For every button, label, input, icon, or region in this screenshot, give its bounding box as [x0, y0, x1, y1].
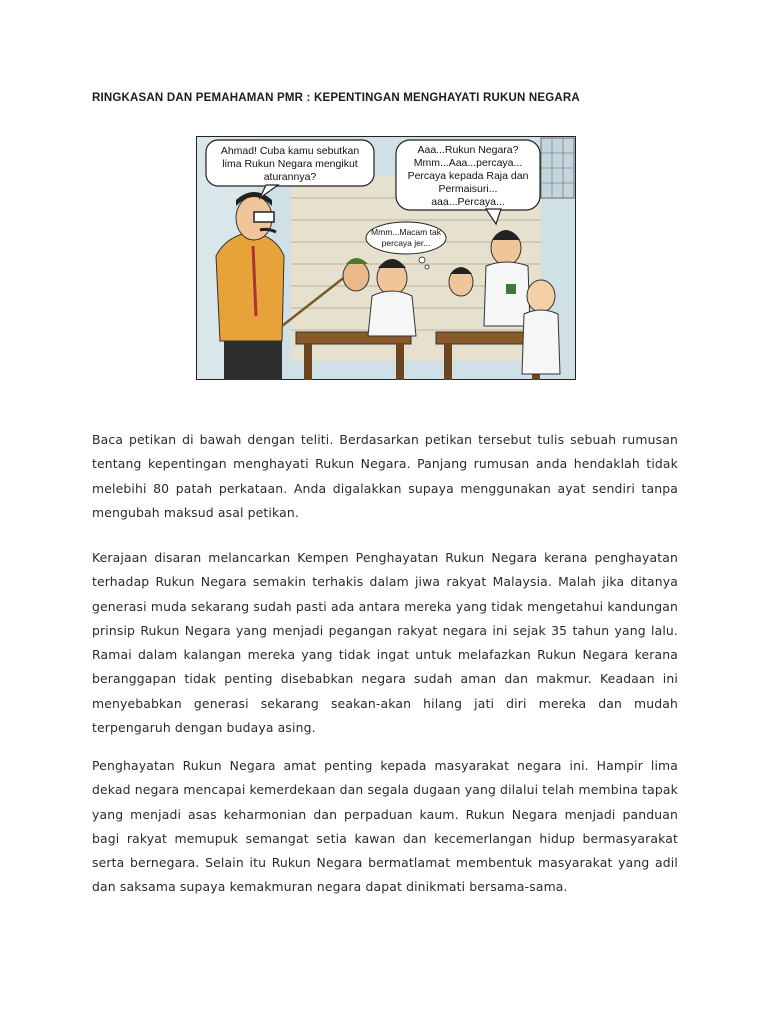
student-bubble-line-5: aaa...Percaya... [431, 196, 505, 208]
instruction-paragraph: Baca petikan di bawah dengan teliti. Berdasarkan petikan tersebut tulis sebuah rumusan tentang kepentingan menghayati Rukun Negara. Panjang rumusan anda hendaklah tidak melebihi 80 patah perkataan. Anda digalakkan supaya menggunakan ayat sendiri tanpa mengubah maksud asal petikan. [92, 432, 678, 520]
thought-bubble-line-1: Mmm...Macam tak [371, 227, 441, 237]
teacher-bubble-line-1: Ahmad! Cuba kamu sebutkan [220, 145, 360, 157]
student-bubble-line-2: Mmm...Aaa...percaya... [413, 157, 523, 169]
student-bubble-line-1: Aaa...Rukun Negara? [417, 144, 519, 156]
student-bubble-line-4: Permaisuri... [438, 183, 498, 195]
teacher-bubble-line-3: aturannya? [263, 171, 317, 183]
student-bubble-line-3: Percaya kepada Raja dan [407, 170, 529, 182]
document-title: RINGKASAN DAN PEMAHAMAN PMR : KEPENTINGAN MENGHAYATI RUKUN NEGARA [92, 92, 580, 104]
passage-paragraph-1: Kerajaan disaran melancarkan Kempen Penghayatan Rukun Negara kerana penghayatan terhadap Rukun Negara semakin terhakis dalam jiwa rakyat Malaysia. Malah jika ditanya generasi muda sekarang sudah pasti ada antara mereka yang tidak mengetahui kandungan prinsip Rukun Negara yang menjadi pegangan rakyat negara ini sejak 35 tahun yang lalu. Ramai dalam kalangan mereka yang tidak ingat untuk melafazkan Rukun Negara kerana beranggapan tidak penting disebabkan negara sudah aman dan makmur. Keadaan ini menyebabkan generasi sekarang seakan-akan hilang jati diri mereka dan mudah terpengaruh dengan budaya asing. [92, 550, 678, 736]
thought-bubble-line-2: percaya jer... [381, 238, 431, 248]
teacher-bubble-line-2: lima Rukun Negara mengikut [222, 158, 358, 170]
comic-illustration [196, 136, 576, 380]
passage-paragraph-2: Penghayatan Rukun Negara amat penting kepada masyarakat negara ini. Hampir lima dekad negara mencapai kemerdekaan dan segala dugaan yang dilalui telah membina tapak yang menjadi asas keharmonian dan perpaduan kaum. Rukun Negara menjadi panduan bagi rakyat memupuk semangat setia kawan dan kecemerlangan hidup bermasyarakat serta bernegara. Selain itu Rukun Negara bermatlamat membentuk masyarakat yang adil dan saksama supaya kemakmuran negara dapat dinikmati bersama-sama. [92, 758, 678, 895]
comic-svg [196, 136, 576, 380]
